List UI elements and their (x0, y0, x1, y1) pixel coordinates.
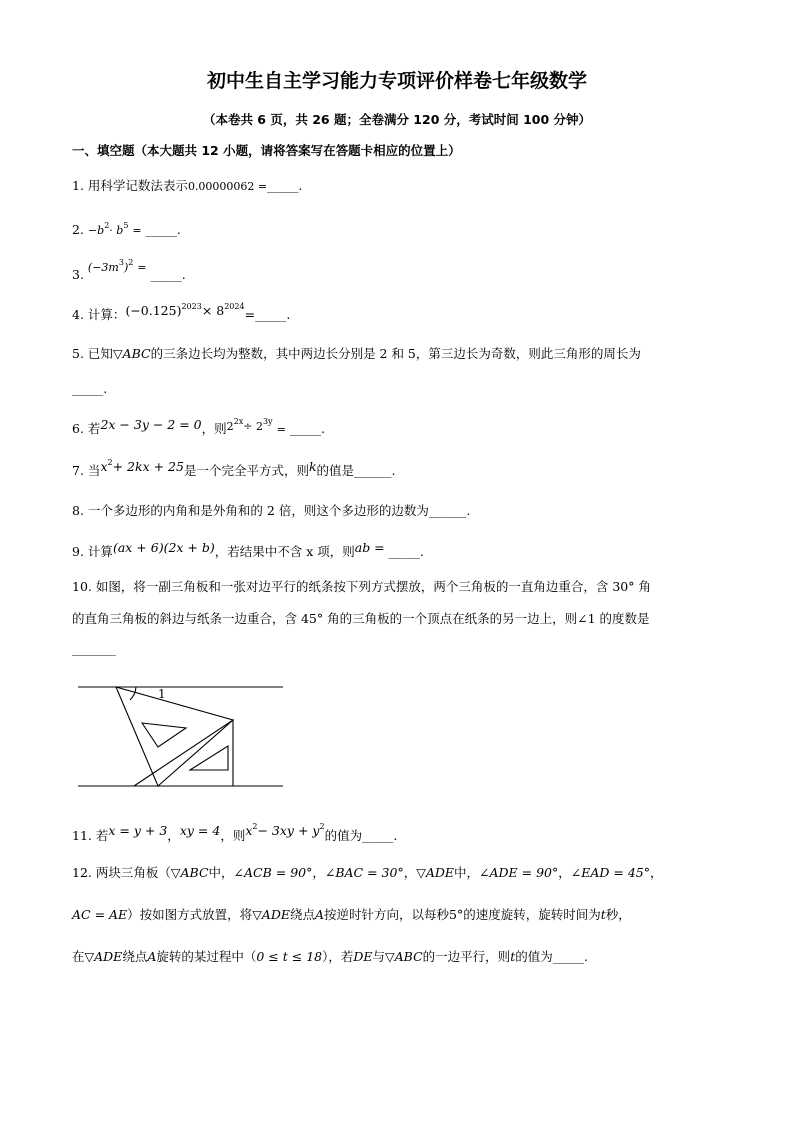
page-title: 初中生自主学习能力专项评价样卷七年级数学 (206, 70, 587, 92)
question-1: 1. 用科学记数法表示0.00000062 =_____. (72, 178, 303, 193)
question-6: 6. 若2x − 3y − 2 = 0，则$2^{2x}\div 2^{3y}$ = _____. (72, 417, 325, 436)
set-square-45-hole (190, 746, 228, 770)
question-4: 4. 计算：$(-0.125)^{2023}\times$ $8^{2024}=\_\_\_\_\_$. (72, 302, 291, 322)
question-10-answer-line: _______ (72, 641, 116, 656)
angle-1-label: 1 (158, 687, 166, 701)
question-10-line-2: 的直角三角板的斜边与纸条一边重合，含 45° 角的三角板的一个顶点在纸条的另一边上，则∠1 的度数是 (72, 611, 650, 626)
question-12-line-2: AC = AE）按如图方式放置，将▽ADE绕点A按逆时针方向，以每秒5°的速度旋转，旋转时间为t秒， (72, 907, 631, 922)
question-12-line-3: 在▽ADE绕点A旋转的某过程中（0 ≤ t ≤ 18），若DE与▽ABC的一边平行，则t的值为_____. (72, 949, 588, 964)
angle-1-arc (130, 687, 136, 700)
question-5-answer-line: _____. (72, 381, 108, 396)
question-10-line-1: 10. 如图，将一副三角板和一张对边平行的纸条按下列方式摆放，两个三角板的一直角边重合，含 30° 角 (72, 579, 651, 594)
question-7: 7. 当$x^2+ 2kx + 25$是一个完全平方式，则k的值是______. (72, 458, 396, 478)
question-3: 3. $(-3m^3)^2$ = _____. (72, 258, 186, 282)
question-5: 5. 已知▽ABC的三条边长均为整数，其中两边长分别是 2 和 5，第三边长为奇数，则此三角形的周长为 (72, 346, 641, 361)
question-12-line-1: 12. 两块三角板（▽ABC中，∠ACB = 90°，∠BAC = 30°，▽ADE中，∠ADE = 90°，∠EAD = 45°， (72, 865, 663, 880)
set-square-30-hole (142, 723, 186, 747)
question-8: 8. 一个多边形的内角和是外角和的 2 倍，则这个多边形的边数为______. (72, 503, 471, 518)
question-9: 9. 计算(ax + 6)(2x + b)，若结果中不含 x 项，则ab = _____. (72, 540, 424, 559)
question-2: 2. $-b^2\cdot b^5$ = _____. (72, 221, 181, 237)
question-10-figure (78, 680, 288, 790)
question-11: 11. 若x = y + 3，xy = 4，则$x^2- 3xy + y^2$的值为_____. (72, 822, 398, 843)
section-heading: 一、填空题（本大题共 12 小题，请将答案写在答题卡相应的位置上） (72, 143, 461, 158)
page-subtitle: （本卷共 6 页，共 26 题；全卷满分 120 分，考试时间 100 分钟） (202, 112, 592, 127)
set-square-30 (116, 687, 233, 786)
